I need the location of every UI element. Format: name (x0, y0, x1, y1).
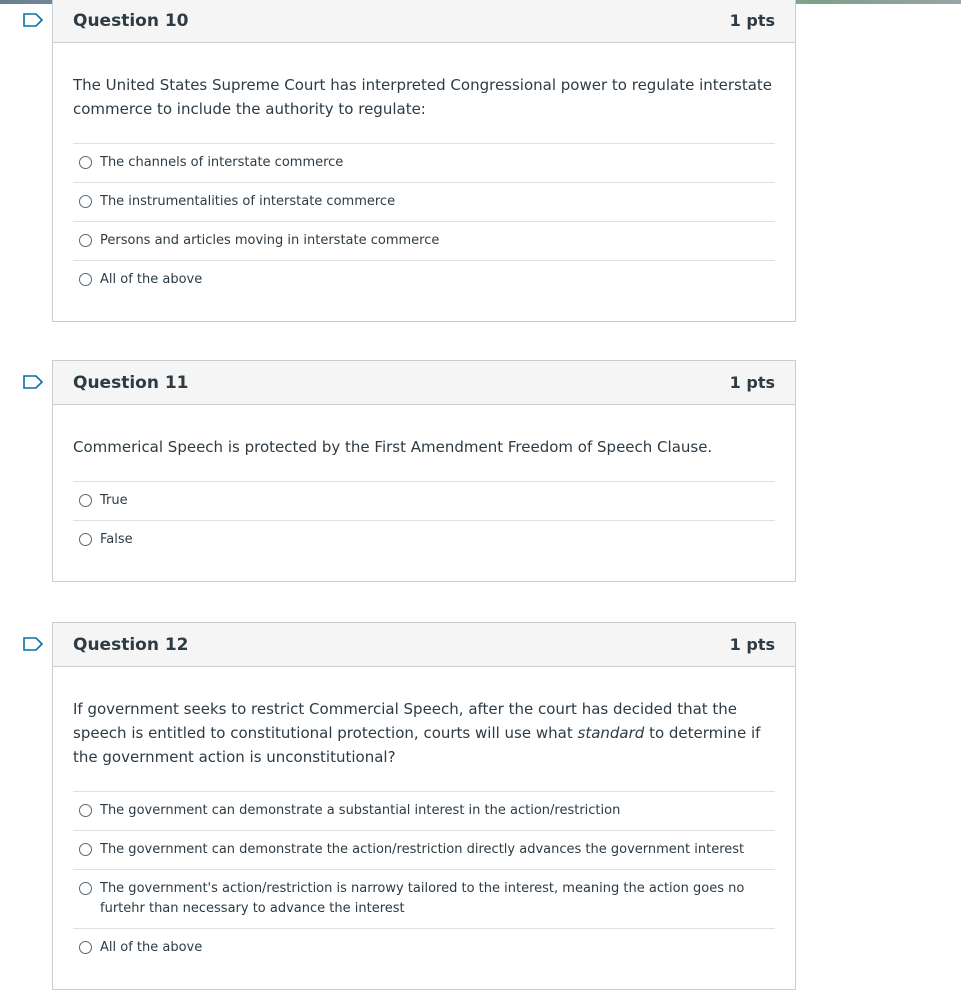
answer-label: Persons and articles moving in interstate commerce (100, 233, 440, 248)
answer-label: The government can demonstrate the action/restriction directly advances the government interest (100, 842, 745, 857)
question-header (53, 361, 795, 405)
answer-label: False (100, 532, 133, 547)
question-10 (52, 0, 796, 322)
question-12 (52, 622, 796, 990)
answer-list (73, 791, 775, 967)
radio-unselected-icon[interactable] (79, 234, 92, 247)
radio-unselected-icon[interactable] (79, 273, 92, 286)
answer-label: The instrumentalities of interstate commerce (100, 194, 396, 209)
answer-option[interactable] (73, 521, 775, 559)
answer-list (73, 143, 775, 299)
question-body (53, 405, 795, 581)
radio-unselected-icon[interactable] (79, 156, 92, 169)
question-title: Question 11 (73, 372, 189, 393)
radio-unselected-icon[interactable] (79, 494, 92, 507)
flag-question-icon[interactable] (23, 13, 43, 27)
answer-option[interactable] (73, 144, 775, 183)
question-text: The United States Supreme Court has interpreted Congressional power to regulate interstate commerce to include the authority to regulate: (73, 76, 773, 118)
answer-label: The government can demonstrate a substantial interest in the action/restriction (100, 803, 621, 818)
answer-option[interactable] (73, 870, 775, 929)
flag-question-icon[interactable] (23, 375, 43, 389)
question-points: 1 pts (729, 635, 775, 654)
question-body (53, 43, 795, 321)
answer-option[interactable] (73, 831, 775, 870)
answer-label: True (100, 493, 128, 508)
radio-unselected-icon[interactable] (79, 941, 92, 954)
radio-unselected-icon[interactable] (79, 533, 92, 546)
radio-unselected-icon[interactable] (79, 882, 92, 895)
answer-list (73, 481, 775, 559)
radio-unselected-icon[interactable] (79, 195, 92, 208)
answer-option[interactable] (73, 183, 775, 222)
answer-option[interactable] (73, 929, 775, 967)
radio-unselected-icon[interactable] (79, 804, 92, 817)
answer-label: All of the above (100, 940, 203, 955)
answer-option[interactable] (73, 222, 775, 261)
question-11 (52, 360, 796, 582)
question-text (73, 697, 775, 769)
question-text: Commerical Speech is protected by the First Amendment Freedom of Speech Clause. (73, 438, 713, 456)
answer-option[interactable] (73, 482, 775, 521)
radio-unselected-icon[interactable] (79, 843, 92, 856)
answer-label: The channels of interstate commerce (100, 155, 344, 170)
question-header (53, 623, 795, 667)
question-points: 1 pts (729, 11, 775, 30)
question-title: Question 12 (73, 634, 189, 655)
question-text-part: If government seeks to restrict Commercial Speech, after the court has decided that the speech is entitled to constitutional protection, courts will use what (73, 700, 738, 742)
flag-question-icon[interactable] (23, 637, 43, 651)
question-body (53, 667, 795, 989)
answer-option[interactable] (73, 792, 775, 831)
answer-label: The government's action/restriction is narrowy tailored to the interest, meaning the action goes no furtehr than necessary to advance the interest (100, 881, 745, 916)
question-text-part: to determine if the government action is unconstitutional? (73, 724, 761, 766)
question-points: 1 pts (729, 373, 775, 392)
question-text-emphasis: standard (577, 724, 645, 742)
answer-option[interactable] (73, 261, 775, 299)
question-title: Question 10 (73, 10, 189, 31)
question-header (53, 0, 795, 43)
answer-label: All of the above (100, 272, 203, 287)
